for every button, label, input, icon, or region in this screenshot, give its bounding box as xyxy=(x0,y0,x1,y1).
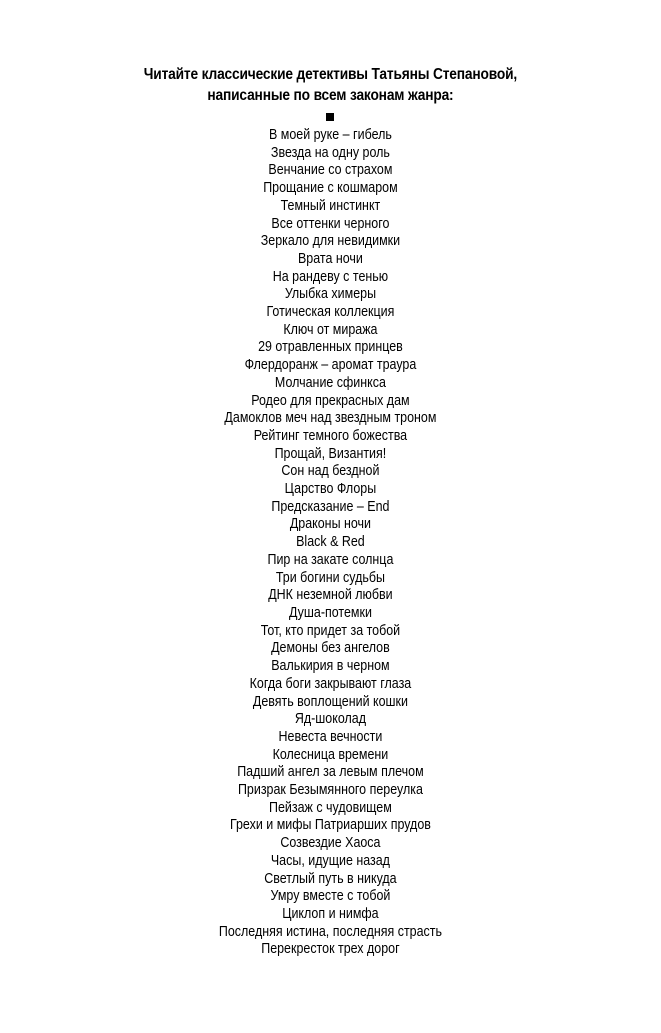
book-title-item: Созвездие Хаоса xyxy=(280,835,381,852)
book-title-item: Умру вместе с тобой xyxy=(270,888,391,905)
page-heading xyxy=(46,64,614,106)
book-title-item: Дамоклов меч над звездным троном xyxy=(224,410,437,427)
book-title-item: Black & Red xyxy=(296,534,365,551)
book-title-item: Девять воплощений кошки xyxy=(252,693,408,710)
book-title-item: Грехи и мифы Патриарших прудов xyxy=(229,817,431,834)
book-title-item: Ключ от миража xyxy=(283,321,378,338)
book-title-item: Тот, кто придет за тобой xyxy=(260,622,401,639)
book-title-item: Родео для прекрасных дам xyxy=(251,392,410,409)
book-title-item: Перекресток трех дорог xyxy=(261,941,400,958)
book-title-item: Невеста вечности xyxy=(278,728,383,745)
book-title-item: Врата ночи xyxy=(297,250,363,267)
book-title-item: ДНК неземной любви xyxy=(268,587,393,604)
book-title-item: Флердоранж – аромат траура xyxy=(244,357,417,374)
book-title-item: Рейтинг темного божества xyxy=(253,427,408,444)
heading-line-1: Читайте классические детективы Татьяны Степановой, xyxy=(143,66,518,83)
book-title-item: Сон над бездной xyxy=(281,463,380,480)
book-title-item: Прощание с кошмаром xyxy=(263,180,398,197)
book-title-item: Колесница времени xyxy=(272,746,389,763)
book-title-item: Темный инстинкт xyxy=(280,197,381,214)
book-title-item: Циклоп и нимфа xyxy=(282,905,379,922)
book-title-item: Прощай, Византия! xyxy=(274,445,387,462)
book-title-item: Демоны без ангелов xyxy=(271,640,390,657)
book-title-item: Душа-потемки xyxy=(288,604,372,621)
book-title-item: Зеркало для невидимки xyxy=(260,233,401,250)
book-title-item: Валькирия в черном xyxy=(271,658,390,675)
book-title-item: Светлый путь в никуда xyxy=(264,870,397,887)
book-title-item: Когда боги закрывают глаза xyxy=(249,675,412,692)
book-title-item: Драконы ночи xyxy=(289,516,372,533)
book-title-item: Пейзаж с чудовищем xyxy=(269,799,392,816)
book-title-item: Венчание со страхом xyxy=(268,162,393,179)
book-title-item: Улыбка химеры xyxy=(284,286,377,303)
book-title-item: Звезда на одну роль xyxy=(270,144,390,161)
book-title-item: В моей руке – гибель xyxy=(268,127,392,143)
book-title-item: Готическая коллекция xyxy=(266,304,395,321)
book-title-item: Призрак Безымянного переулка xyxy=(237,782,423,799)
book-title-item: Молчание сфинкса xyxy=(274,374,386,391)
book-title-item: 29 отравленных принцев xyxy=(258,339,403,356)
book-title-item: Падший ангел за левым плечом xyxy=(237,764,424,781)
square-bullet-icon xyxy=(326,113,334,121)
book-title-item: Часы, идущие назад xyxy=(270,852,390,869)
book-titles-list xyxy=(46,127,614,959)
book-title-item: Три богини судьбы xyxy=(275,569,385,586)
book-title-item: Все оттенки черного xyxy=(271,215,390,232)
book-title-item: На рандеву с тенью xyxy=(272,268,389,285)
heading-line-2: написанные по всем законам жанра: xyxy=(207,87,454,104)
book-title-item: Пир на закате солнца xyxy=(267,551,394,568)
book-title-item: Предсказание – End xyxy=(271,498,390,515)
book-title-item: Последняя истина, последняя страсть xyxy=(218,923,442,940)
book-title-item: Царство Флоры xyxy=(284,481,377,498)
book-title-item: Яд-шоколад xyxy=(294,711,366,728)
